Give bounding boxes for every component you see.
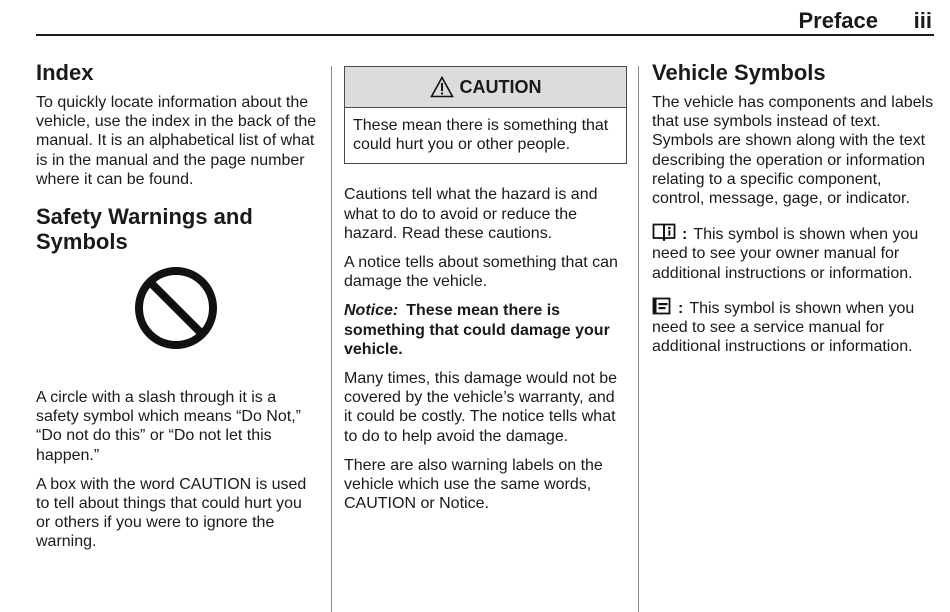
book-info-icon (652, 222, 676, 241)
notice-paragraph (344, 301, 627, 359)
vehicle-symbols-paragraph: The vehicle has components and labels that use symbols instead of text. Symbols are shown along with the text describing the operation or information relating to a specific component, control, message, gage, or indicator. (652, 94, 934, 208)
index-paragraph: To quickly locate information about the vehicle, use the index in the back of the manual. It is an alphabetical list of what is in the manual and the page number where it can be found. (36, 94, 317, 188)
column-divider (331, 66, 332, 612)
section-title: Preface (798, 8, 878, 33)
index-heading: Index (36, 60, 94, 85)
warning-triangle-icon (430, 76, 454, 98)
notice-intro-paragraph: A notice tells about something that can damage the vehicle. (344, 254, 618, 291)
notice-text: These mean there is something that could damage your vehicle. (344, 302, 610, 358)
column-left (36, 60, 320, 552)
circle-slash-icon (134, 266, 218, 350)
circle-symbol-paragraph: A circle with a slash through it is a safety symbol which means “Do Not,” “Do not do this” or “Do not let this happen.” (36, 389, 301, 464)
caution-box (344, 66, 627, 164)
page-number: iii (913, 8, 932, 33)
page-header (36, 0, 934, 36)
service-manual-icon (652, 297, 672, 315)
service-manual-symbol-paragraph: : This symbol is shown when you need to see a service manual for additional instructions or information. (652, 297, 936, 357)
caution-text: These mean there is something that could hurt you or other people. (353, 117, 609, 154)
safety-heading: Safety Warnings and Symbols (36, 204, 253, 255)
owner-manual-symbol-paragraph: : This symbol is shown when you need to see your owner manual for additional instructions or information. (652, 222, 936, 283)
warning-labels-paragraph: There are also warning labels on the vehicle which use the same words, CAUTION or Notice. (344, 456, 603, 513)
owner-manual-text: This symbol is shown when you need to see your owner manual for additional instructions or information. (652, 226, 919, 282)
caution-box-paragraph: A box with the word CAUTION is used to tell about things that could hurt you or others if you were to ignore the warning. (36, 475, 307, 551)
vehicle-symbols-heading: Vehicle Symbols (652, 60, 826, 85)
caution-body (345, 108, 626, 163)
column-middle (344, 66, 627, 513)
column-divider (638, 66, 639, 612)
service-manual-text: This symbol is shown when you need to see a service manual for additional instructions or information. (652, 299, 915, 356)
caution-header (345, 67, 626, 108)
notice-label: Notice: (344, 302, 399, 320)
caution-label: CAUTION (459, 76, 542, 97)
column-right (652, 60, 936, 356)
damage-paragraph: Many times, this damage would not be covered by the vehicle’s warranty, and it could be costly. The notice tells what to do to help avoid the damage. (344, 370, 618, 445)
cautions-paragraph: Cautions tell what the hazard is and what to do to avoid or reduce the hazard. Read these cautions. (344, 186, 598, 242)
